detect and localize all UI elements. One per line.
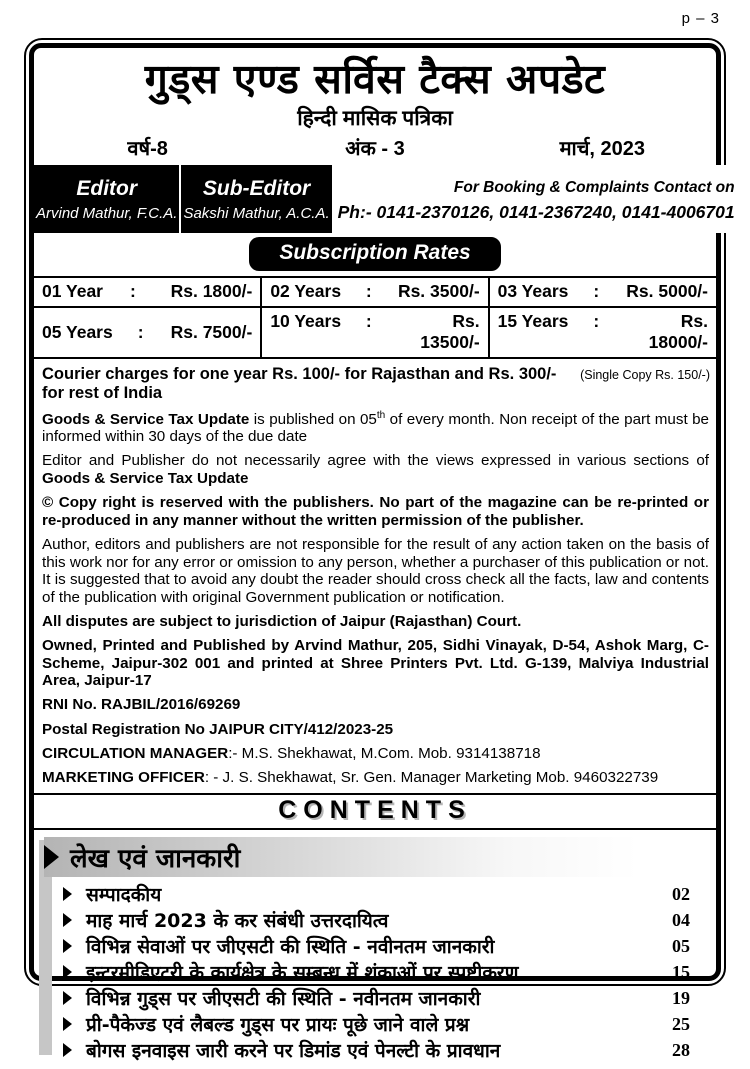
list-item (63, 985, 704, 1011)
contents-section-bar (44, 837, 704, 877)
marketing-officer-line (42, 769, 709, 787)
rate-separator: : (593, 311, 600, 332)
notice-bold-tail: Goods & Service Tax Update (42, 470, 249, 488)
rate-price: Rs. 3500/- (397, 281, 480, 302)
circulation-manager-line (42, 745, 709, 763)
jurisdiction-notice: All disputes are subject to jurisdiction of Jaipur (Rajasthan) Court. (42, 612, 522, 630)
sub-editor-name: Sakshi Mathur, A.C.A. (183, 205, 330, 223)
copyright-notice: © Copy right is reserved with the publishers. No part of the magazine can be re-printed or re-produced in any manner without the written permission of the publisher. (42, 494, 709, 529)
volume-label: वर्ष-8 (127, 138, 168, 161)
triangle-bullet-icon (44, 845, 59, 869)
page-number-label: p – 3 (681, 10, 720, 27)
rate-separator: : (365, 311, 372, 332)
marketing-officer-label: MARKETING OFFICER (42, 768, 205, 786)
toc-item-title: विभिन्न गुड्स पर जीएसटी की स्थिति - नवीनतम जानकारी (86, 988, 481, 1011)
editor-cell (34, 165, 181, 233)
notice-text: is published on 05 (249, 410, 377, 428)
notice-superscript: th (376, 409, 386, 421)
subscription-rates-table (34, 276, 716, 359)
list-item (63, 1011, 704, 1037)
toc-item-title: माह मार्च 2023 के कर संबंधी उत्तरदायित्व (86, 910, 389, 933)
issue-number-label: अंक - 3 (345, 138, 405, 161)
marketing-officer-details: : - J. S. Shekhawat, Sr. Gen. Manager Marketing Mob. 9460322739 (204, 768, 659, 786)
notice-text: Editor and Publisher do not necessarily agree with the views expressed in various sections of (42, 452, 709, 470)
rni-number: RNI No. RAJBIL/2016/69269 (42, 696, 241, 714)
postal-registration: Postal Registration No JAIPUR CITY/412/2023-25 (42, 720, 394, 738)
triangle-bullet-icon (63, 939, 72, 953)
list-item (63, 933, 704, 959)
triangle-bullet-icon (63, 1017, 72, 1031)
rate-term: 05 Years (42, 321, 113, 342)
triangle-bullet-icon (63, 965, 72, 979)
toc-item-page: 04 (672, 909, 690, 930)
liability-disclaimer: Author, editors and publishers are not responsible for the result of any action taken on the basis of this work nor for any error or omission to any person, whether a purchaser of this publication or not. It is suggested that to avoid any doubt the reader should cross check all the facts, law and contents of the publication with original Government publication or notification. (42, 535, 709, 606)
sub-editor-cell (181, 165, 333, 233)
list-item (63, 1037, 704, 1063)
notice-bold-lead: Goods & Service Tax Update (42, 410, 250, 428)
toc-item-page: 28 (672, 1039, 690, 1060)
triangle-bullet-icon (63, 913, 72, 927)
rate-separator: : (137, 321, 144, 342)
circulation-manager-label: CIRCULATION MANAGER (42, 744, 229, 762)
rate-term: 03 Years (497, 281, 569, 302)
rate-separator: : (593, 281, 600, 302)
toc-item-title: बोगस इनवाइस जारी करने पर डिमांड एवं पेनल्टी के प्रावधान (86, 1040, 501, 1063)
toc-item-title: सम्पादकीय (86, 884, 162, 907)
rate-term: 15 Years (497, 311, 569, 332)
list-item (63, 959, 704, 985)
editor-name: Arvind Mathur, F.C.A. (36, 205, 178, 223)
editorial-views-notice (42, 452, 709, 487)
table-row (34, 307, 716, 358)
editor-role-label: Editor (76, 177, 138, 201)
list-item (63, 907, 704, 933)
magazine-subtitle: हिन्दी मासिक पत्रिका (297, 107, 453, 131)
rate-cell-01-year (34, 277, 261, 307)
rate-term: 01 Year (42, 281, 103, 302)
rate-cell-15-years (489, 307, 716, 358)
notice-text: of every month. Non receipt of the part must be informed within 30 days of the due date (42, 410, 709, 446)
magazine-title: गुड्स एण्ड सर्विस टैक्स अपडेट (144, 55, 606, 103)
single-copy-price: (Single Copy Rs. 150/-) (580, 368, 710, 383)
rate-price: Rs. 5000/- (626, 281, 708, 302)
issue-month-label: मार्च, 2023 (559, 138, 646, 161)
rate-price: Rs. 18000/- (648, 311, 708, 353)
table-row (34, 277, 716, 307)
toc-item-title: विभिन्न सेवाओं पर जीएसटी की स्थिति - नवीनतम जानकारी (86, 936, 495, 959)
rate-separator: : (365, 281, 372, 302)
publisher-notices (34, 403, 716, 786)
booking-contact-cell (334, 165, 743, 233)
contents-heading: CONTENTS (278, 796, 472, 825)
editor-strip (34, 165, 735, 233)
toc-item-title: प्री-पैकेज्ड एवं लैबल्ड गुड्स पर प्रायः पूछे जाने वाले प्रश्न (86, 1014, 470, 1037)
cover-frame (24, 38, 735, 1063)
subscription-heading-row (34, 233, 716, 276)
toc-list (63, 877, 704, 1063)
triangle-bullet-icon (63, 1043, 72, 1057)
list-item (63, 881, 704, 907)
toc-item-page: 19 (672, 987, 690, 1008)
toc-item-page: 25 (672, 1013, 690, 1034)
triangle-bullet-icon (63, 887, 72, 901)
booking-contact-heading: For Booking & Complaints Contact on (453, 179, 735, 197)
rate-price: Rs. 13500/- (420, 311, 480, 353)
booking-phone-numbers: Ph:- 0141-2370126, 0141-2367240, 0141-4006701 (337, 202, 735, 223)
toc-item-title: इन्टरमीडिएटरी के कार्यक्षेत्र के सम्बन्ध में शंकाओं पर स्पष्टीकरण (86, 962, 519, 985)
rate-cell-02-years (261, 277, 488, 307)
contents-band (34, 793, 716, 830)
rate-price: Rs. 1800/- (170, 281, 253, 302)
rate-term: 02 Years (270, 281, 342, 302)
rate-cell-03-years (489, 277, 716, 307)
toc-item-page: 05 (672, 935, 690, 956)
publication-schedule-notice (42, 410, 709, 446)
circulation-manager-details: :- M.S. Shekhawat, M.Com. Mob. 9314138718 (228, 744, 541, 762)
ownership-printing-notice: Owned, Printed and Published by Arvind Mathur, 205, Sidhi Vinayak, D-54, Ashok Marg, C-Scheme, Jaipur-302 001 and printed at Shree Printers Pvt. Ltd. G-139, Malviya Industrial Area, Jaipur-17 (42, 637, 709, 690)
toc-item-page: 15 (672, 961, 690, 982)
triangle-bullet-icon (63, 991, 72, 1005)
masthead (34, 48, 716, 165)
rate-cell-05-years (34, 307, 261, 358)
cover-inner-frame (29, 43, 735, 1063)
courier-note: Courier charges for one year Rs. 100/- for Rajasthan and Rs. 300/- for rest of India (42, 365, 557, 403)
rate-separator: : (129, 281, 136, 302)
rate-price: Rs. 7500/- (170, 321, 253, 342)
contents-section-title: लेख एवं जानकारी (70, 844, 241, 875)
rate-cell-10-years (261, 307, 488, 358)
courier-note-row (34, 359, 716, 403)
issue-meta-row (34, 132, 716, 165)
subscription-rates-heading: Subscription Rates (249, 237, 500, 271)
rate-term: 10 Years (270, 311, 342, 332)
toc-item-page: 02 (672, 883, 690, 904)
contents-area (34, 830, 716, 1069)
sub-editor-role-label: Sub-Editor (202, 177, 311, 201)
